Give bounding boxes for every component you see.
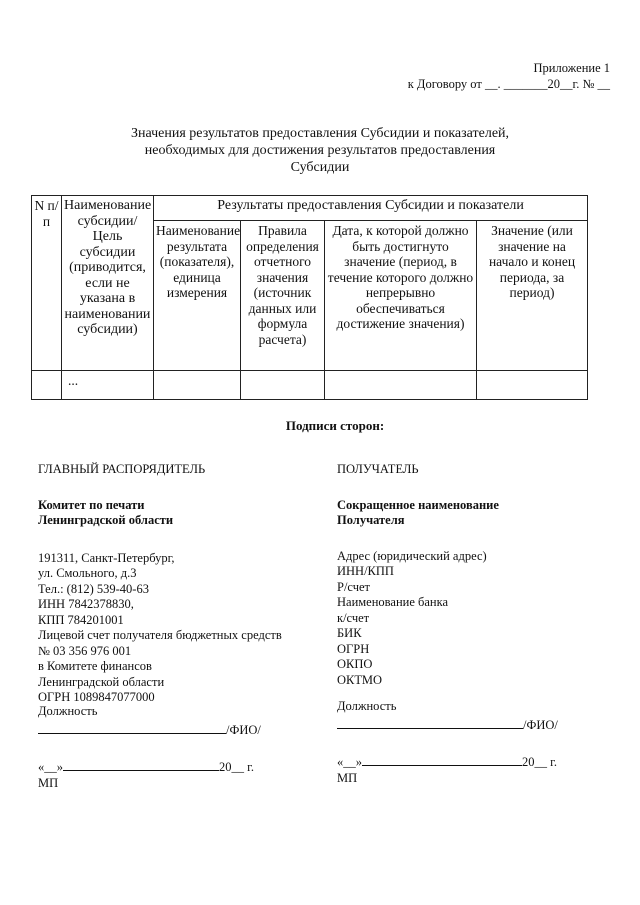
left-detail-line: ИНН 7842378830,: [38, 597, 134, 611]
left-detail-line: № 03 356 976 001: [38, 643, 132, 658]
left-position-label: Должность: [38, 704, 98, 718]
left-detail-line: ОГРН 1089847077000: [38, 690, 155, 704]
annex-number: Приложение 1: [533, 61, 610, 75]
header-value: Значение (или значение на начало и конец периода, за период): [477, 221, 588, 371]
left-org-line-1: Комитет по печати: [38, 497, 145, 512]
right-date-suffix: 20__ г.: [522, 755, 557, 769]
right-date-underline: [362, 753, 522, 766]
results-table: [31, 195, 588, 400]
left-detail-line: 191311, Санкт-Петербург,: [38, 550, 175, 565]
left-stamp-label: МП: [38, 776, 59, 790]
left-fio-label: /ФИО/: [226, 723, 261, 737]
right-signature-underline: [337, 716, 523, 729]
table-header-row: [32, 196, 588, 221]
annex-header: [408, 60, 610, 92]
signatures-title: Подписи сторон:: [285, 418, 385, 433]
left-date-underline: [63, 758, 219, 771]
contract-reference: к Договору от __. _______20__г. № __: [407, 77, 610, 91]
right-detail-line: Наименование банка: [337, 595, 449, 609]
right-position-label: Должность: [337, 699, 397, 713]
table-cell: [32, 371, 62, 400]
right-detail-line: БИК: [337, 626, 362, 640]
table-cell: [325, 371, 477, 400]
right-party: [337, 462, 607, 688]
table-cell: [241, 371, 325, 400]
left-detail-line: Тел.: (812) 539-40-63: [38, 581, 149, 596]
left-details: [38, 551, 328, 706]
left-org-line-2: Ленинградской области: [38, 513, 174, 527]
header-date: Дата, к которой должно быть достигнуто значение (период, в течение которого должно непрерывно обеспечиваться достижение значения): [325, 221, 477, 371]
left-detail-line: КПП 784201001: [38, 612, 124, 627]
right-detail-line: Р/счет: [337, 579, 371, 594]
title-line-3: Субсидии: [290, 160, 350, 175]
header-rules: Правила определения отчетного значения (источник данных или формула расчета): [241, 221, 325, 371]
right-detail-line: ОГРН: [337, 641, 370, 656]
right-date-line: [337, 753, 607, 770]
left-role: ГЛАВНЫЙ РАСПОРЯДИТЕЛЬ: [38, 462, 206, 476]
left-date-suffix: 20__ г.: [219, 760, 254, 774]
left-signature-underline: [38, 721, 226, 734]
document-title: [0, 125, 640, 176]
left-party: [38, 462, 328, 706]
left-organization: [38, 498, 328, 529]
left-signature-block: [38, 703, 328, 791]
left-detail-line: Ленинградской области: [38, 674, 165, 689]
title-line-1: Значения результатов предоставления Субсидии и показателей,: [130, 126, 510, 141]
right-signature-block: [337, 698, 607, 786]
table-cell: [477, 371, 588, 400]
header-number: N п/п: [32, 196, 62, 371]
table-cell: [154, 371, 241, 400]
title-line-2: необходимых для достижения результатов предоставления: [144, 143, 496, 158]
right-role: ПОЛУЧАТЕЛЬ: [337, 462, 419, 476]
right-organization: [337, 498, 607, 529]
header-subsidy-name: Наименование субсидии/Цель субсидии (приводится, если не указана в наименовании субсидии): [62, 196, 154, 371]
left-detail-line: ул. Смольного, д.3: [38, 566, 137, 580]
right-stamp-label: МП: [337, 771, 358, 785]
right-date-prefix: «__»: [337, 755, 362, 769]
right-fio-line: [337, 716, 607, 733]
right-org-line-2: Получателя: [337, 513, 405, 527]
left-detail-line: Лицевой счет получателя бюджетных средств: [38, 628, 282, 642]
right-detail-line: ОКПО: [337, 657, 373, 671]
left-date-line: [38, 758, 328, 775]
table-cell-ellipsis: ...: [62, 371, 154, 400]
left-detail-line: в Комитете финансов: [38, 659, 152, 673]
header-result-name: Наименование результата (показателя), единица измерения: [154, 221, 241, 371]
header-results-group: Результаты предоставления Субсидии и показатели: [154, 196, 588, 221]
right-detail-line: Адрес (юридический адрес): [337, 548, 487, 563]
right-detail-line: ОКТМО: [337, 672, 382, 687]
left-date-prefix: «__»: [38, 760, 63, 774]
right-fio-label: /ФИО/: [523, 718, 558, 732]
left-fio-line: [38, 721, 328, 738]
right-details: [337, 549, 607, 689]
right-org-line-1: Сокращенное наименование: [337, 497, 499, 512]
table-row: [32, 371, 588, 400]
right-detail-line: к/счет: [337, 610, 370, 625]
right-detail-line: ИНН/КПП: [337, 564, 394, 578]
